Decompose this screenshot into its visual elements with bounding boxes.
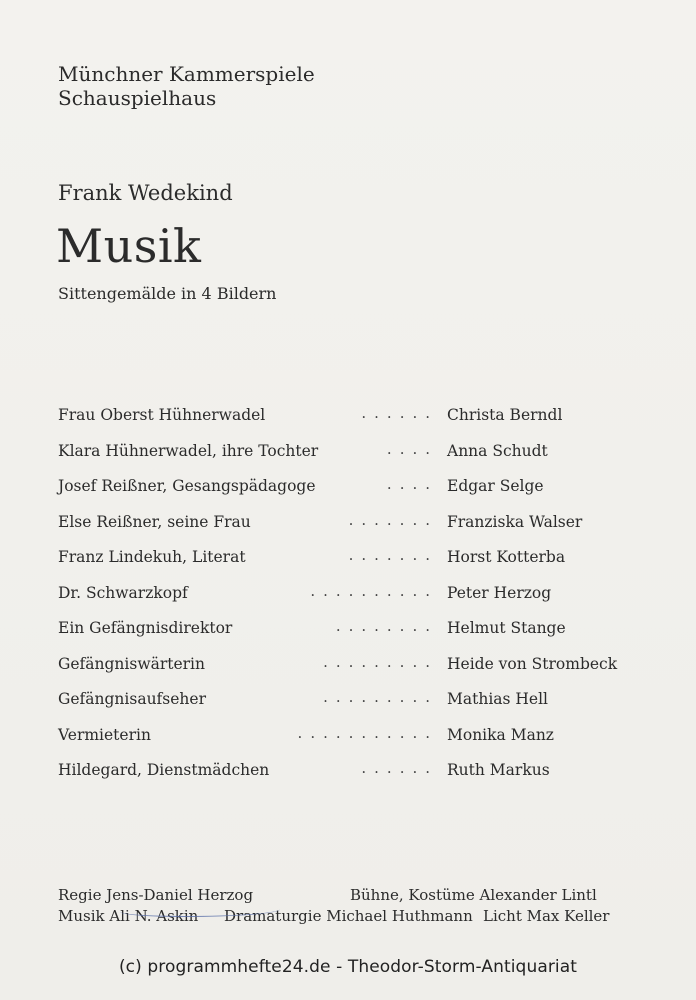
- cast-role: Hildegard, Dienstmädchen: [58, 761, 270, 779]
- leader-dots: ..........: [310, 581, 438, 600]
- cast-actor: Helmut Stange: [447, 619, 566, 637]
- cast-row: [58, 686, 618, 722]
- credit-dramaturgie: Dramaturgie Michael Huthmann: [224, 907, 473, 925]
- cast-actor: Monika Manz: [447, 725, 554, 744]
- cast-list: [58, 402, 618, 793]
- cast-role: Josef Reißner, Gesangspädagoge: [58, 477, 316, 495]
- play-title: Musik: [56, 219, 202, 273]
- leader-dots: .........: [323, 688, 438, 706]
- cast-role: Dr. Schwarzkopf: [58, 583, 188, 602]
- author-name: Frank Wedekind: [58, 181, 233, 205]
- cast-row: [58, 722, 618, 758]
- cast-actor: Peter Herzog: [447, 583, 552, 602]
- cast-actor: Christa Berndl: [447, 406, 563, 424]
- cast-role: Frau Oberst Hühnerwadel: [58, 406, 266, 424]
- cast-actor: Horst Kotterba: [447, 548, 566, 566]
- cast-row: [58, 544, 618, 580]
- leader-dots: .......: [348, 546, 438, 564]
- theater-line-2: Schauspielhaus: [58, 86, 217, 110]
- credit-buehne: Bühne, Kostüme Alexander Lintl: [350, 886, 597, 904]
- theater-line-1: Münchner Kammerspiele: [58, 62, 315, 86]
- leader-dots: .........: [323, 652, 438, 671]
- cast-actor: Heide von Strombeck: [447, 654, 618, 673]
- cast-actor: Mathias Hell: [447, 690, 549, 708]
- cast-actor: Anna Schudt: [447, 441, 548, 460]
- credit-musik: Musik Ali N. Askin: [58, 907, 199, 925]
- cast-row: [58, 615, 618, 651]
- credits-line-1: [58, 885, 638, 906]
- credit-licht: Licht Max Keller: [483, 907, 610, 925]
- cast-role: Vermieterin: [58, 725, 151, 744]
- cast-role: Else Reißner, seine Frau: [58, 512, 251, 531]
- cast-row: [58, 580, 618, 616]
- leader-dots: ....: [386, 475, 438, 493]
- cast-row: [58, 402, 618, 438]
- cast-actor: Ruth Markus: [447, 761, 550, 779]
- cast-actor: Franziska Walser: [447, 512, 583, 531]
- cast-role: Klara Hühnerwadel, ihre Tochter: [58, 441, 319, 460]
- leader-dots: ......: [361, 759, 438, 777]
- leader-dots: .......: [348, 510, 438, 529]
- leader-dots: ......: [361, 404, 438, 422]
- cast-row: [58, 651, 618, 687]
- cast-row: [58, 509, 618, 545]
- credit-regie: Regie Jens-Daniel Herzog: [58, 886, 254, 904]
- cast-role: Ein Gefängnisdirektor: [58, 619, 233, 637]
- theater-name: [58, 62, 315, 110]
- cast-actor: Edgar Selge: [447, 477, 544, 495]
- watermark-text: (c) programmhefte24.de - Theodor-Storm-Antiquariat: [118, 957, 578, 977]
- cast-role: Gefängnisaufseher: [58, 690, 206, 708]
- cast-row: [58, 473, 618, 509]
- cast-role: Franz Lindekuh, Literat: [58, 548, 246, 566]
- play-subtitle: Sittengemälde in 4 Bildern: [58, 284, 277, 303]
- cast-row: [58, 438, 618, 474]
- leader-dots: ........: [335, 617, 438, 635]
- cast-role: Gefängniswärterin: [58, 654, 206, 673]
- leader-dots: ....: [386, 439, 438, 458]
- leader-dots: ...........: [297, 723, 438, 742]
- cast-row: [58, 757, 618, 793]
